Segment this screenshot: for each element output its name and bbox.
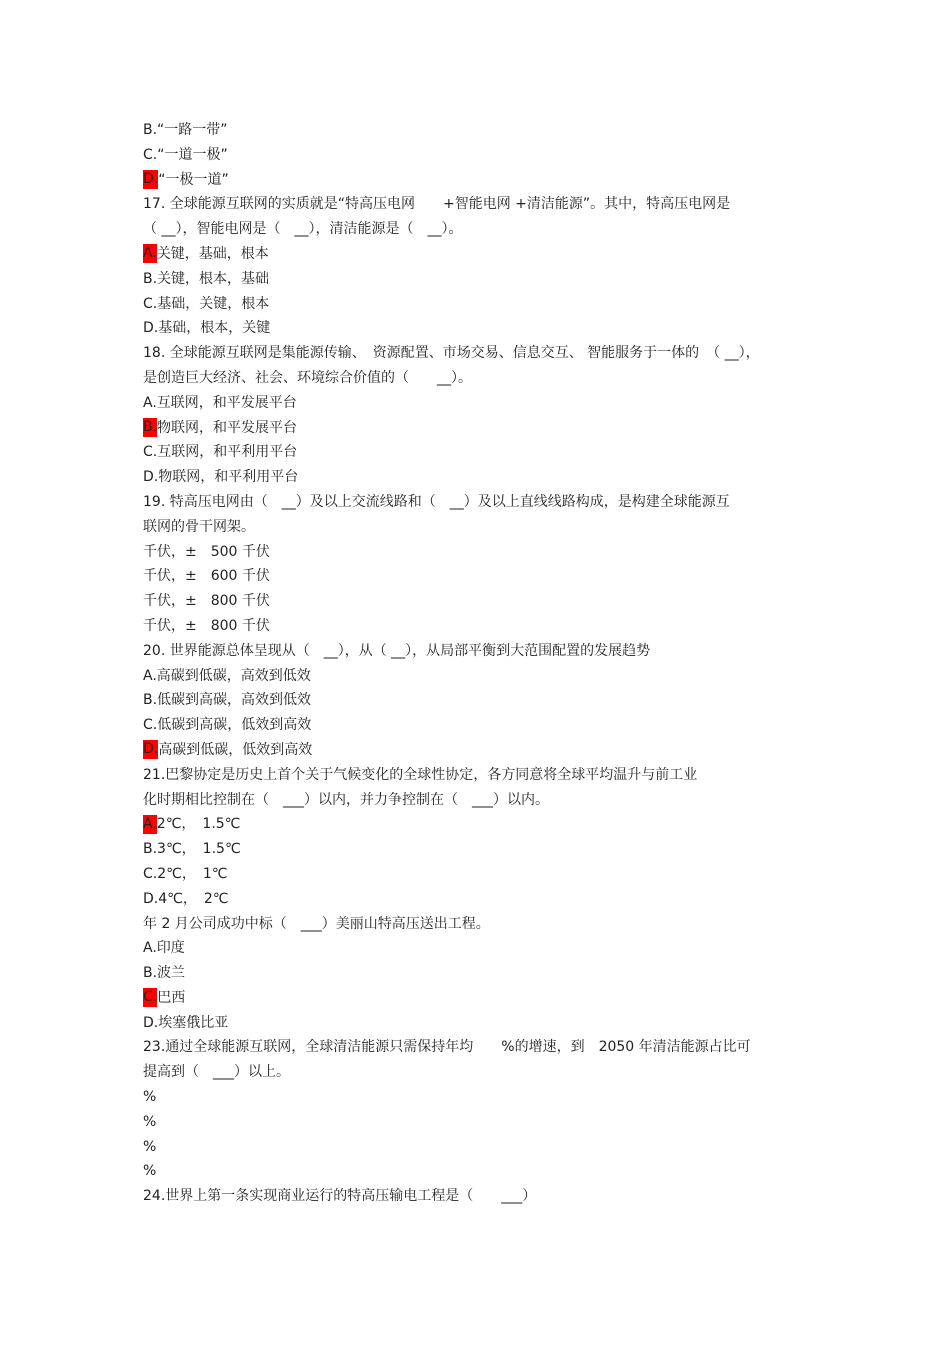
q21-stem-line-2: 化时期相比控制在（ ___）以内，并力争控制在（ ___）以内。 xyxy=(143,791,549,808)
q18-option-d: D.物联网，和平利用平台 xyxy=(143,469,299,486)
q21-option-d: D.4℃， 2℃ xyxy=(143,890,229,907)
option-text: “一极一道” xyxy=(158,171,229,188)
q21-option-b: B.3℃， 1.5℃ xyxy=(143,841,241,858)
q18-option-c: C.互联网，和平利用平台 xyxy=(143,444,298,461)
q18-option-a: A.互联网，和平发展平台 xyxy=(143,394,297,411)
q17-option-d: D.基础，根本，关键 xyxy=(143,320,271,337)
q20-stem-line-1: 20. 世界能源总体呈现从（ __），从（ __），从局部平衡到大范围配置的发展趋势 xyxy=(143,642,651,659)
answer-highlight: A. xyxy=(143,245,157,262)
q16-option-b: B.“一路一带” xyxy=(143,122,228,138)
q21-stem-line-1: 21.巴黎协定是历史上首个关于气候变化的全球性协定，各方同意将全球平均温升与前工业 xyxy=(143,766,698,783)
q22-option-b: B.波兰 xyxy=(143,965,186,982)
q22-option-c xyxy=(143,986,823,1011)
option-text: 巴西 xyxy=(157,989,186,1006)
q22-option-d: D.埃塞俄比亚 xyxy=(143,1014,229,1031)
option-text: 物联网，和平发展平台 xyxy=(157,419,298,436)
q16-option-d xyxy=(143,168,823,193)
q19-option-4: 千伏，± 800 千伏 xyxy=(143,617,270,634)
q17-stem-line-1: 17. 全球能源互联网的实质就是“特高压电网 +智能电网 +清洁能源”。其中，特高压电网是 xyxy=(143,196,731,213)
answer-highlight: A. xyxy=(143,815,157,832)
q17-option-b: B.关键，根本，基础 xyxy=(143,270,270,287)
q18-stem-line-1: 18. 全球能源互联网是集能源传输、 资源配置、市场交易、信息交互、 智能服务于一体的 （ __）， xyxy=(143,345,760,362)
answer-highlight: C. xyxy=(143,989,158,1006)
q19-option-1: 千伏，± 500 千伏 xyxy=(143,543,270,560)
q23-option-3: % xyxy=(143,1138,157,1155)
q19-option-2: 千伏，± 600 千伏 xyxy=(143,568,270,585)
q18-option-b xyxy=(143,416,823,441)
q20-option-c: C.低碳到高碳，低效到高效 xyxy=(143,717,312,734)
answer-highlight: B. xyxy=(143,419,158,436)
q21-option-a xyxy=(143,812,823,837)
q23-option-4: % xyxy=(143,1163,157,1180)
q19-stem-line-2: 联网的骨干网架。 xyxy=(143,518,255,535)
option-text: 高碳到低碳，低效到高效 xyxy=(158,741,313,758)
option-text: 关键，基础，根本 xyxy=(156,245,269,262)
q24-stem-line-1: 24.世界上第一条实现商业运行的特高压输电工程是（ ___） xyxy=(143,1188,537,1205)
option-text: 2℃， 1.5℃ xyxy=(156,816,241,833)
q20-option-a: A.高碳到低碳，高效到低效 xyxy=(143,667,311,684)
q16-option-c: C.“一道一极” xyxy=(143,146,228,163)
q23-stem-line-2: 提高到（ ___）以上。 xyxy=(143,1064,290,1081)
q20-option-d xyxy=(143,738,823,763)
answer-highlight: D. xyxy=(143,171,159,188)
answer-highlight: D. xyxy=(143,741,159,758)
q20-option-b: B.低碳到高碳，高效到低效 xyxy=(143,692,312,709)
q19-option-3: 千伏，± 800 千伏 xyxy=(143,593,270,610)
q17-stem-line-2: （ __），智能电网是（ __），清洁能源是（ __）。 xyxy=(143,221,463,238)
q22-option-a: A.印度 xyxy=(143,940,185,957)
q17-option-c: C.基础，关键，根本 xyxy=(143,295,270,312)
q23-option-2: % xyxy=(143,1113,157,1130)
question-list xyxy=(143,118,823,1209)
q22-stem-line-1: 年 2 月公司成功中标（ ___）美丽山特高压送出工程。 xyxy=(143,915,490,932)
q18-stem-line-2: 是创造巨大经济、社会、环境综合价值的（ __）。 xyxy=(143,369,472,386)
q17-option-a xyxy=(143,242,823,267)
q23-stem-line-1: 23.通过全球能源互联网，全球清洁能源只需保持年均 %的增速，到 2050 年清洁能源占比可 xyxy=(143,1039,751,1056)
q21-option-c: C.2℃， 1℃ xyxy=(143,865,228,882)
q19-stem-line-1: 19. 特高压电网由（ __）及以上交流线路和（ __）及以上直线线路构成，是构建全球能源互 xyxy=(143,493,730,510)
q23-option-1: % xyxy=(143,1089,157,1106)
